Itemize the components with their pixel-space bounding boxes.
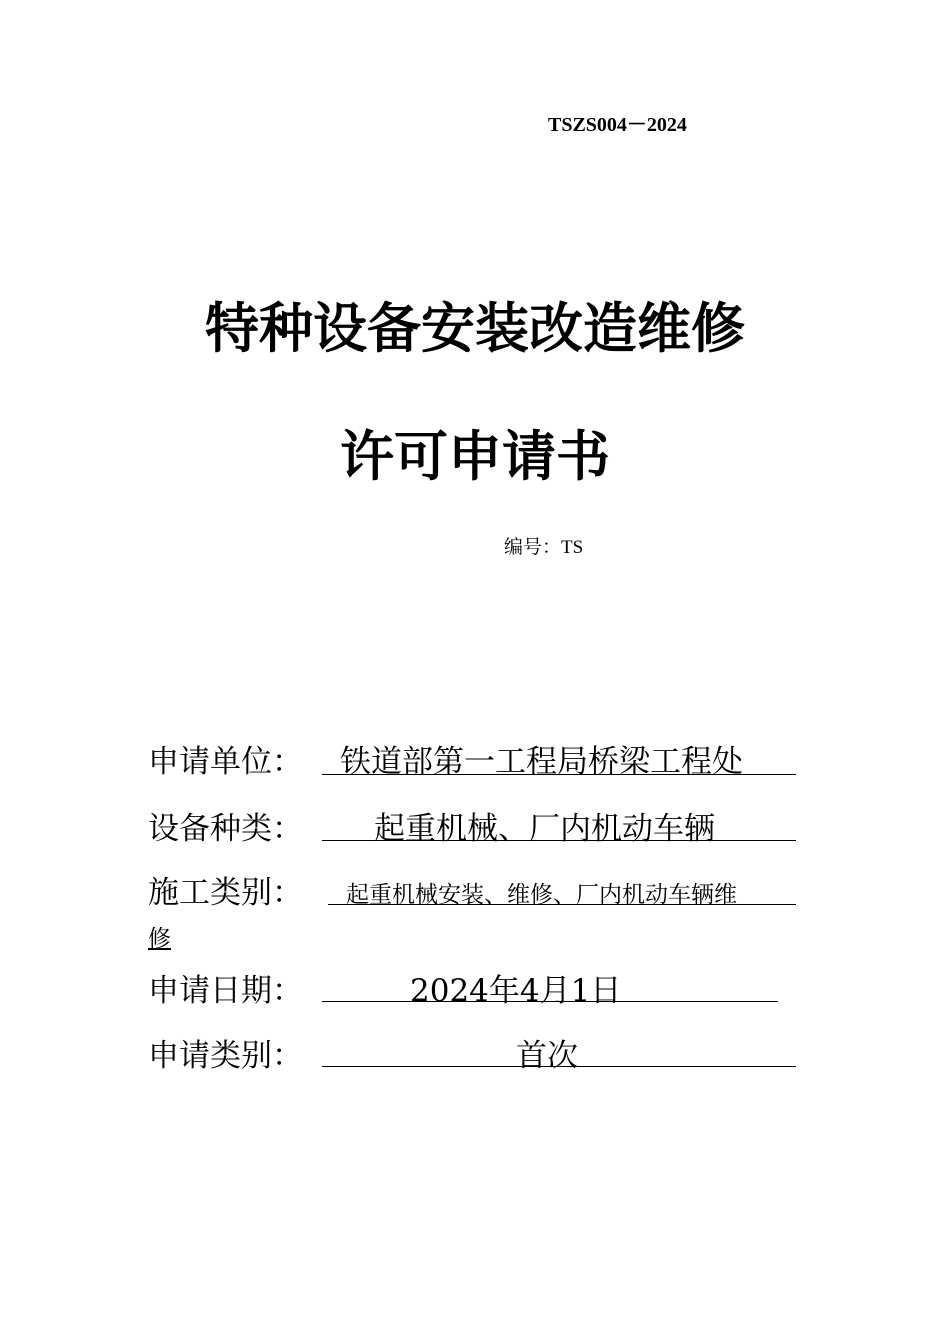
equipment-type-label: 设备种类： bbox=[148, 811, 303, 847]
title-line-1: 特种设备安装改造维修 bbox=[205, 297, 745, 360]
serial-number-value: TS bbox=[561, 537, 584, 558]
title-line-2: 许可申请书 bbox=[340, 425, 610, 488]
construction-category-label: 施工类别： bbox=[148, 875, 303, 911]
equipment-type-value: 起重机械、厂内机动车辆 bbox=[374, 811, 715, 847]
construction-category-value: 起重机械安装、维修、厂内机动车辆维 bbox=[346, 882, 737, 908]
apply-date-value: 2024年4月1日 bbox=[410, 973, 622, 1009]
serial-number-label: 编号： bbox=[504, 536, 562, 558]
apply-date-label: 申请日期： bbox=[148, 973, 303, 1009]
apply-category-value: 首次 bbox=[516, 1038, 578, 1074]
serial-number bbox=[504, 532, 583, 559]
applicant-value: 铁道部第一工程局桥梁工程处 bbox=[340, 744, 743, 780]
construction-category-value-wrap: 修 bbox=[148, 926, 171, 952]
document-code: TSZS004－2024 bbox=[548, 114, 687, 136]
applicant-label: 申请单位： bbox=[148, 744, 303, 780]
apply-category-label: 申请类别： bbox=[148, 1038, 303, 1074]
